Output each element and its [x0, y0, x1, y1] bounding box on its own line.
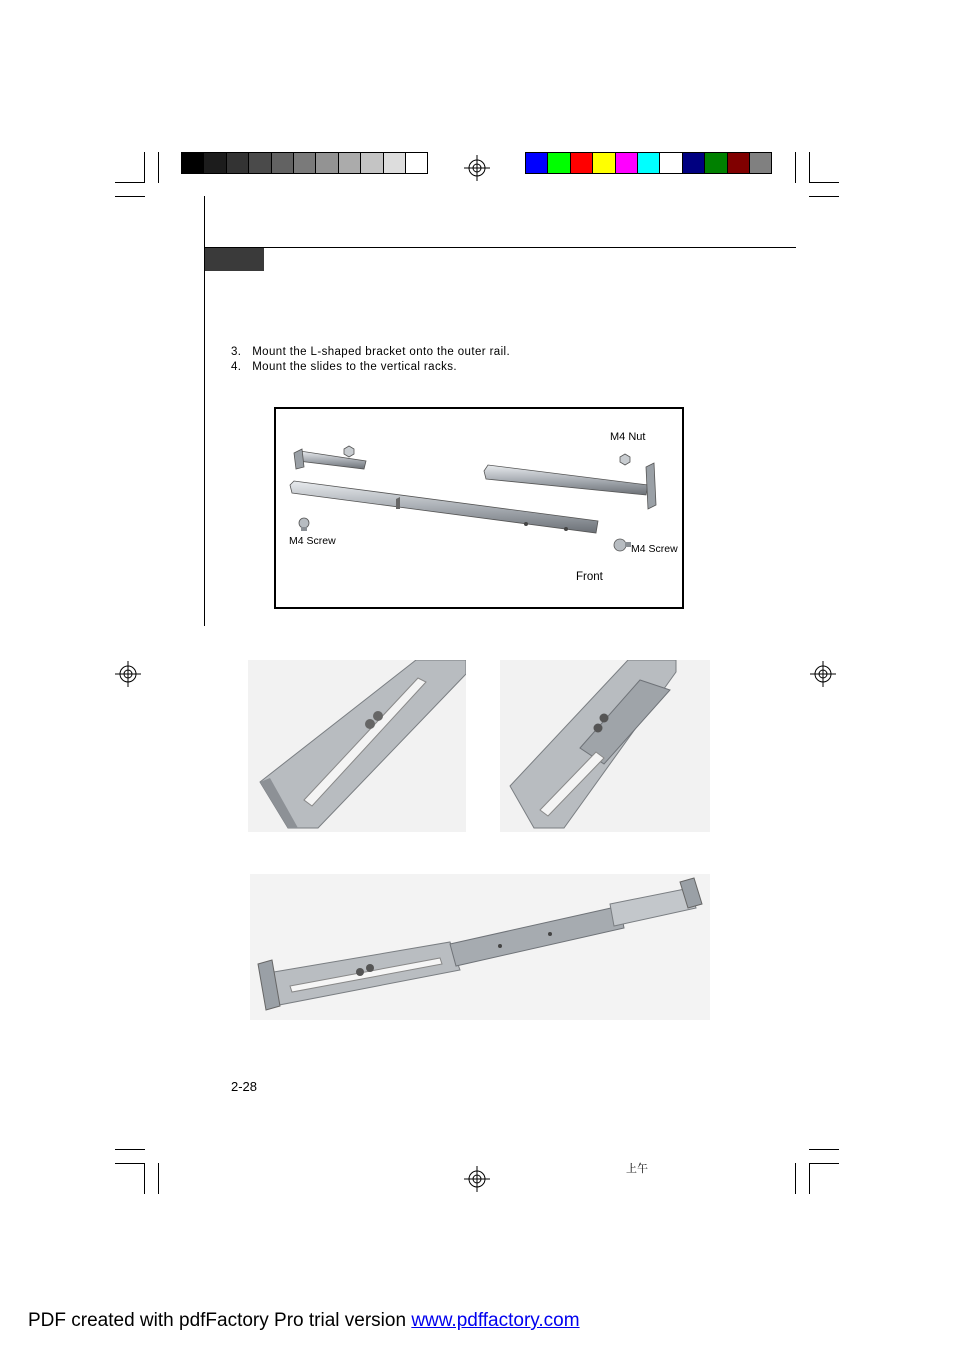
m4-nut-label: M4 Nut [610, 431, 646, 443]
crop-mark [115, 196, 145, 197]
registration-mark-icon [115, 661, 141, 687]
calibration-swatch [592, 152, 615, 174]
pdf-footer [28, 1310, 580, 1332]
crop-mark [809, 152, 810, 183]
header-tab [205, 248, 264, 271]
registration-mark-icon [810, 661, 836, 687]
crop-mark [115, 1163, 145, 1164]
calibration-swatch [338, 152, 361, 174]
footer-text: PDF created with pdfFactory Pro trial version [28, 1310, 412, 1331]
crop-mark [809, 196, 839, 197]
crop-mark [795, 152, 796, 183]
step-text: Mount the slides to the vertical racks. [252, 361, 457, 373]
step-number: 3. [231, 346, 242, 358]
calibration-swatch [226, 152, 249, 174]
calibration-swatch [181, 152, 204, 174]
parts-figure [274, 407, 684, 609]
calibration-swatch [659, 152, 682, 174]
rail-slide-photo [500, 660, 710, 832]
crop-mark [115, 182, 145, 183]
calibration-swatch [637, 152, 660, 174]
crop-mark [809, 1163, 810, 1194]
calibration-swatch [248, 152, 271, 174]
calibration-swatch [615, 152, 638, 174]
calibration-swatch [203, 152, 226, 174]
bracket-mounted-photo-1 [248, 660, 466, 832]
crop-mark [144, 1163, 145, 1194]
pdffactory-link[interactable]: www.pdffactory.com [411, 1310, 580, 1331]
calibration-swatch [293, 152, 316, 174]
crop-mark [144, 152, 145, 183]
crop-mark [158, 152, 159, 183]
print-time-mark: 上午 [626, 1163, 648, 1175]
step-number: 4. [231, 361, 242, 373]
step-3 [231, 346, 510, 358]
calibration-swatch [271, 152, 294, 174]
header-rule [204, 247, 796, 248]
rail-bracket-photo [248, 660, 466, 832]
m4-screw-left-label: M4 Screw [289, 535, 336, 547]
page-number: 2-28 [231, 1079, 258, 1094]
crop-mark [809, 182, 839, 183]
registration-mark-icon [464, 1166, 490, 1192]
calibration-swatch [547, 152, 570, 174]
rail-assembly-photo [250, 874, 710, 1020]
calibration-swatch [727, 152, 750, 174]
full-rail-photo [250, 874, 710, 1020]
calibration-swatch [704, 152, 727, 174]
calibration-swatch [525, 152, 548, 174]
crop-mark [809, 1149, 839, 1150]
crop-mark [809, 1163, 839, 1164]
step-4 [231, 361, 457, 373]
step-text: Mount the L-shaped bracket onto the outer rail. [252, 346, 511, 358]
m4-screw-right-label: M4 Screw [631, 543, 678, 555]
crop-mark [158, 1163, 159, 1194]
calibration-swatch [682, 152, 705, 174]
calibration-swatch [570, 152, 593, 174]
calibration-swatch [749, 152, 772, 174]
registration-mark-icon [464, 155, 490, 181]
calibration-swatch [405, 152, 428, 174]
bracket-mounted-photo-2 [500, 660, 710, 832]
crop-mark [115, 1149, 145, 1150]
crop-mark [795, 1163, 796, 1194]
front-label: Front [576, 571, 603, 583]
calibration-swatch [383, 152, 406, 174]
calibration-swatch [360, 152, 383, 174]
calibration-swatch [315, 152, 338, 174]
